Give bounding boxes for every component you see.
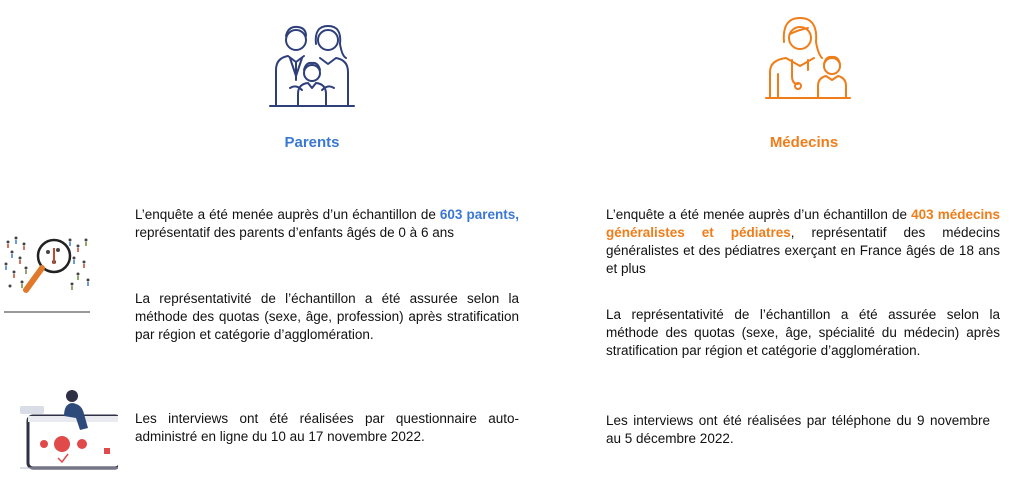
parents-quota-paragraph: La représentativité de l’échantillon a été assurée selon la méthode des quotas (sexe, âge, profession) après stratification par région et catégorie d’agglomération. bbox=[135, 291, 519, 342]
doctors-sample-count: 403 médecins généralistes et pédiatres bbox=[606, 207, 1000, 240]
doctors-sample-paragraph bbox=[606, 206, 1000, 278]
parents-sample-paragraph bbox=[135, 206, 519, 242]
doctors-sample-text-pre: L’enquête a été menée auprès d’un échantillon de bbox=[606, 207, 912, 222]
family-icon bbox=[266, 18, 358, 108]
doctors-quota-paragraph: La représentativité de l’échantillon a été assurée selon la méthode des quotas (sexe, âge, spécialité du médecin) après stratification par région et catégorie d’agglomération. bbox=[606, 307, 1000, 358]
parents-sample-text-pre: L’enquête a été menée auprès d’un échantillon de bbox=[135, 207, 440, 222]
online-questionnaire-icon bbox=[18, 388, 118, 472]
magnifier-crowd-icon bbox=[0, 228, 92, 314]
doctors-title: Médecins bbox=[769, 134, 839, 151]
doctors-sample-text-post: , représentatif des médecins généralistes et des pédiatres exerçant en France âgés de 18 ans et plus bbox=[606, 225, 1000, 276]
doctor-with-child-icon bbox=[762, 14, 854, 100]
parents-interviews-paragraph: Les interviews ont été réalisées par questionnaire auto-administré en ligne du 10 au 17 novembre 2022. bbox=[135, 411, 519, 444]
parents-sample-count: 603 parents, bbox=[439, 207, 520, 222]
doctors-interviews-paragraph: Les interviews ont été réalisées par téléphone du 9 novembre au 5 décembre 2022. bbox=[606, 413, 990, 446]
parents-title: Parents bbox=[284, 134, 340, 151]
parents-sample-text-post: représentatif des parents d’enfants âgés de 0 à 6 ans bbox=[135, 225, 454, 240]
